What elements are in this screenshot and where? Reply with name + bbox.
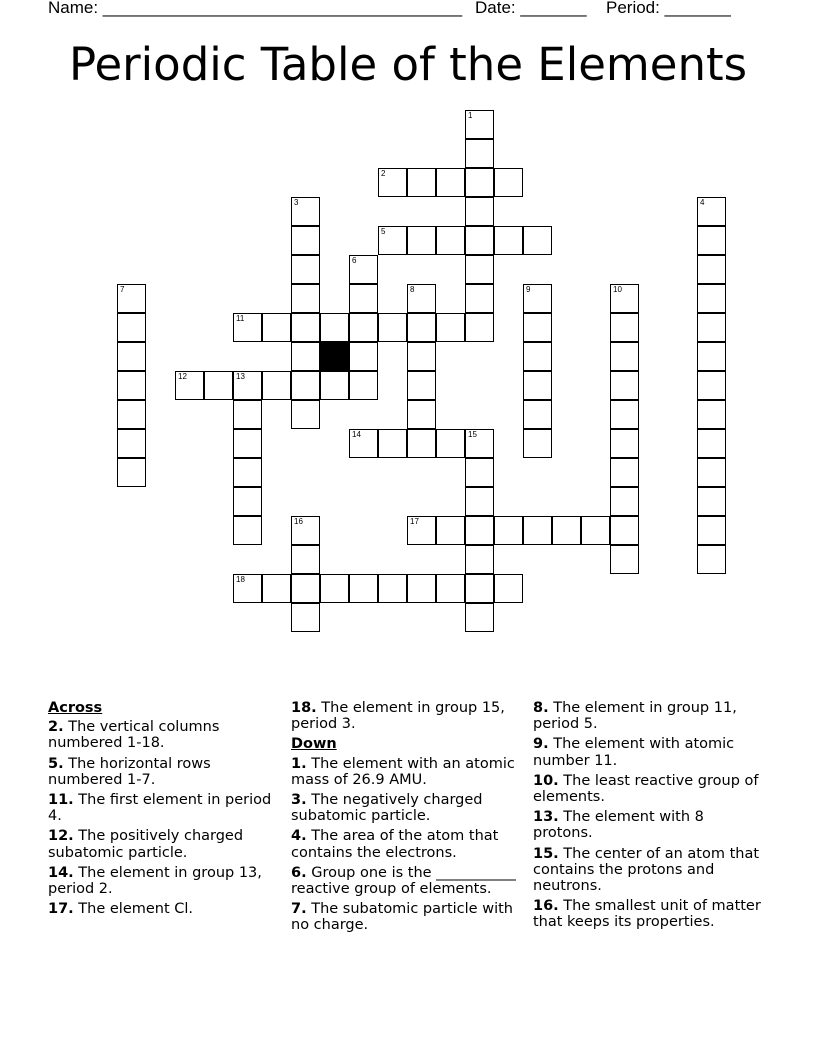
- grid-cell[interactable]: [610, 429, 639, 458]
- grid-cell[interactable]: [610, 313, 639, 342]
- clue-across-14: 14. The element in group 13, period 2.: [48, 864, 262, 898]
- clues-column-3: [533, 700, 765, 935]
- grid-cell[interactable]: [465, 197, 494, 226]
- grid-cell[interactable]: [117, 458, 146, 487]
- grid-cell[interactable]: [378, 313, 407, 342]
- grid-cell[interactable]: [320, 313, 349, 342]
- grid-cell[interactable]: [465, 168, 494, 197]
- clue-across-18: 18. The element in group 15, period 3.: [291, 700, 505, 733]
- grid-cell[interactable]: [465, 516, 494, 545]
- grid-cell[interactable]: [291, 313, 320, 342]
- grid-cell[interactable]: [233, 487, 262, 516]
- grid-cell[interactable]: [407, 226, 436, 255]
- grid-cell[interactable]: [291, 197, 320, 226]
- grid-cell[interactable]: [465, 487, 494, 516]
- grid-cell[interactable]: [378, 574, 407, 603]
- grid-cell[interactable]: [436, 168, 465, 197]
- clue-number: 1: [468, 111, 473, 120]
- grid-cell[interactable]: [378, 168, 407, 197]
- clue-number: 6: [352, 256, 357, 265]
- grid-cell[interactable]: [204, 371, 233, 400]
- across-heading: Across: [48, 700, 103, 716]
- grid-cell[interactable]: [523, 371, 552, 400]
- grid-cell[interactable]: [697, 516, 726, 545]
- grid-cell[interactable]: [291, 284, 320, 313]
- grid-cell[interactable]: [349, 574, 378, 603]
- grid-cell[interactable]: [233, 371, 262, 400]
- clue-number: 7: [120, 285, 125, 294]
- grid-cell[interactable]: [465, 226, 494, 255]
- grid-cell[interactable]: [610, 487, 639, 516]
- grid-cell[interactable]: [378, 429, 407, 458]
- grid-cell[interactable]: [320, 574, 349, 603]
- grid-cell[interactable]: [233, 574, 262, 603]
- grid-cell[interactable]: [697, 197, 726, 226]
- clue-down-7: 7. The subatomic particle with no charge.: [291, 901, 513, 934]
- grid-cell[interactable]: [117, 342, 146, 371]
- grid-cell[interactable]: [233, 458, 262, 487]
- grid-cell[interactable]: [349, 284, 378, 313]
- grid-cell[interactable]: [494, 574, 523, 603]
- grid-cell[interactable]: [349, 342, 378, 371]
- grid-cell[interactable]: [465, 603, 494, 632]
- grid-cell[interactable]: [465, 284, 494, 313]
- grid-cell[interactable]: [465, 429, 494, 458]
- page-title: Periodic Table of the Elements: [68, 38, 748, 91]
- black-cell: [320, 342, 349, 371]
- grid-cell[interactable]: [407, 342, 436, 371]
- clue-number: 14: [352, 430, 361, 439]
- grid-cell[interactable]: [291, 516, 320, 545]
- grid-cell[interactable]: [610, 400, 639, 429]
- grid-cell[interactable]: [523, 342, 552, 371]
- grid-cell[interactable]: [697, 545, 726, 574]
- grid-cell[interactable]: [262, 371, 291, 400]
- grid-cell[interactable]: [465, 545, 494, 574]
- grid-cell[interactable]: [175, 371, 204, 400]
- clue-down-16: 16. The smallest unit of matter that keeps its properties.: [533, 898, 761, 931]
- grid-cell[interactable]: [291, 226, 320, 255]
- grid-cell[interactable]: [610, 516, 639, 545]
- grid-cell[interactable]: [407, 313, 436, 342]
- grid-cell[interactable]: [697, 342, 726, 371]
- clue-across-17: 17. The element Cl.: [48, 901, 194, 918]
- grid-cell[interactable]: [581, 516, 610, 545]
- clues-column-2: [291, 700, 523, 938]
- clue-number: 9: [526, 285, 531, 294]
- grid-cell[interactable]: [117, 371, 146, 400]
- clue-number: 16: [294, 517, 303, 526]
- clue-across-12: 12. The positively charged subatomic particle.: [48, 828, 244, 861]
- grid-cell[interactable]: [697, 458, 726, 487]
- grid-cell[interactable]: [233, 429, 262, 458]
- grid-cell[interactable]: [233, 313, 262, 342]
- grid-cell[interactable]: [407, 516, 436, 545]
- grid-cell[interactable]: [407, 574, 436, 603]
- grid-cell[interactable]: [697, 400, 726, 429]
- clue-number: 13: [236, 372, 245, 381]
- grid-cell[interactable]: [378, 226, 407, 255]
- grid-cell[interactable]: [291, 574, 320, 603]
- grid-cell[interactable]: [349, 371, 378, 400]
- grid-cell[interactable]: [233, 516, 262, 545]
- grid-cell[interactable]: [320, 371, 349, 400]
- grid-cell[interactable]: [494, 516, 523, 545]
- clue-down-1: 1. The element with an atomic mass of 26.9 AMU.: [291, 755, 515, 788]
- grid-cell[interactable]: [523, 429, 552, 458]
- grid-cell[interactable]: [291, 342, 320, 371]
- grid-cell[interactable]: [697, 487, 726, 516]
- grid-cell[interactable]: [465, 458, 494, 487]
- grid-cell[interactable]: [291, 371, 320, 400]
- clue-number: 4: [700, 198, 705, 207]
- grid-cell[interactable]: [117, 284, 146, 313]
- grid-cell[interactable]: [262, 574, 291, 603]
- grid-cell[interactable]: [523, 400, 552, 429]
- grid-cell[interactable]: [610, 545, 639, 574]
- grid-cell[interactable]: [465, 574, 494, 603]
- grid-cell[interactable]: [697, 226, 726, 255]
- period-field-label[interactable]: Period: _______: [606, 0, 731, 17]
- clue-across-2: 2. The vertical columns numbered 1-18.: [48, 719, 220, 752]
- grid-cell[interactable]: [697, 429, 726, 458]
- clue-down-15: 15. The center of an atom that contains the protons and neutrons.: [533, 845, 760, 895]
- clue-number: 2: [381, 169, 386, 178]
- clue-number: 17: [410, 517, 419, 526]
- clue-number: 5: [381, 227, 386, 236]
- grid-cell[interactable]: [610, 371, 639, 400]
- grid-cell[interactable]: [407, 371, 436, 400]
- grid-cell[interactable]: [610, 458, 639, 487]
- grid-cell[interactable]: [262, 313, 291, 342]
- clues-column-1: [48, 700, 280, 921]
- grid-cell[interactable]: [349, 255, 378, 284]
- clue-number: 11: [236, 314, 245, 323]
- grid-cell[interactable]: [465, 255, 494, 284]
- grid-cell[interactable]: [291, 545, 320, 574]
- grid-cell[interactable]: [407, 400, 436, 429]
- grid-cell[interactable]: [436, 516, 465, 545]
- grid-cell[interactable]: [291, 400, 320, 429]
- clue-across-5: 5. The horizontal rows numbered 1-7.: [48, 755, 211, 788]
- grid-cell[interactable]: [436, 313, 465, 342]
- grid-cell[interactable]: [291, 255, 320, 284]
- grid-cell[interactable]: [494, 226, 523, 255]
- grid-cell[interactable]: [552, 516, 581, 545]
- clue-down-10: 10. The least reactive group of elements.: [533, 772, 759, 806]
- grid-cell[interactable]: [117, 429, 146, 458]
- clue-number: 18: [236, 575, 245, 584]
- down-heading: Down: [291, 736, 337, 753]
- clue-number: 12: [178, 372, 187, 381]
- grid-cell[interactable]: [465, 139, 494, 168]
- grid-cell[interactable]: [349, 429, 378, 458]
- grid-cell[interactable]: [233, 400, 262, 429]
- grid-cell[interactable]: [494, 168, 523, 197]
- grid-cell[interactable]: [407, 168, 436, 197]
- clue-down-9: 9. The element with atomic number 11.: [533, 736, 735, 769]
- grid-cell[interactable]: [436, 429, 465, 458]
- grid-cell[interactable]: [523, 284, 552, 313]
- grid-cell[interactable]: [697, 313, 726, 342]
- grid-cell[interactable]: [610, 342, 639, 371]
- clue-number: 3: [294, 198, 299, 207]
- grid-cell[interactable]: [407, 284, 436, 313]
- grid-cell[interactable]: [697, 284, 726, 313]
- clue-down-6: 6. Group one is the ___________ reactive group of elements.: [291, 864, 516, 898]
- clue-number: 8: [410, 285, 415, 294]
- clue-number: 15: [468, 430, 477, 439]
- grid-cell[interactable]: [697, 371, 726, 400]
- grid-cell[interactable]: [436, 226, 465, 255]
- clue-down-13: 13. The element with 8 protons.: [533, 809, 704, 842]
- grid-cell[interactable]: [610, 284, 639, 313]
- name-field-label[interactable]: Name: ______________________________________: [48, 0, 463, 17]
- grid-cell[interactable]: [523, 313, 552, 342]
- clue-across-11: 11. The first element in period 4.: [48, 792, 272, 825]
- clue-down-3: 3. The negatively charged subatomic particle.: [291, 792, 483, 825]
- grid-cell[interactable]: [436, 574, 465, 603]
- grid-cell[interactable]: [465, 313, 494, 342]
- clue-down-4: 4. The area of the atom that contains the electrons.: [291, 828, 499, 861]
- grid-cell[interactable]: [523, 516, 552, 545]
- grid-cell[interactable]: [291, 603, 320, 632]
- clue-down-8: 8. The element in group 11, period 5.: [533, 700, 737, 733]
- grid-cell[interactable]: [117, 313, 146, 342]
- grid-cell[interactable]: [117, 400, 146, 429]
- grid-cell[interactable]: [465, 110, 494, 139]
- grid-cell[interactable]: [697, 255, 726, 284]
- grid-cell[interactable]: [523, 226, 552, 255]
- date-field-label[interactable]: Date: _______: [475, 0, 587, 17]
- grid-cell[interactable]: [349, 313, 378, 342]
- grid-cell[interactable]: [407, 429, 436, 458]
- clue-number: 10: [613, 285, 622, 294]
